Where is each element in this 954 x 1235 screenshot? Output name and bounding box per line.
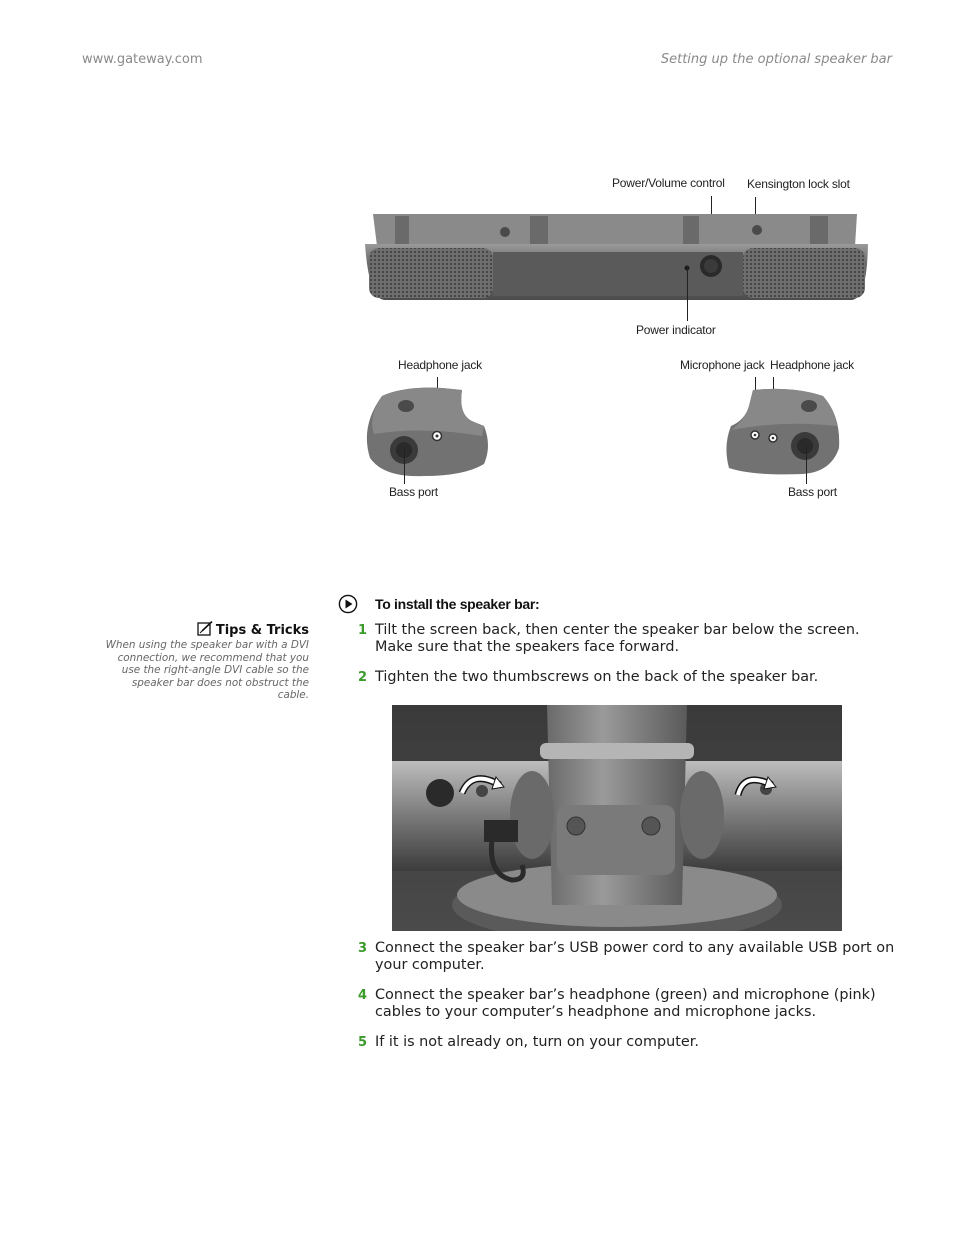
step-text: If it is not already on, turn on your computer. <box>375 1034 699 1050</box>
leader-line <box>404 448 405 484</box>
tips-title <box>100 621 309 638</box>
step-number: 4 <box>358 988 368 1003</box>
step-text: Connect the speaker bar’s headphone (green) and microphone (pink) cables to your computer’s headphone and microphone jacks. <box>375 987 876 1020</box>
tips-body: When using the speaker bar with a DVI connection, we recommend that you use the right-angle DVI cable so the speaker bar does not obstruct the cable. <box>105 639 309 702</box>
step-3 <box>358 940 898 974</box>
step-5 <box>358 1034 898 1051</box>
step-number: 5 <box>358 1035 368 1050</box>
label-kensington-lock-slot: Kensington lock slot <box>747 177 850 191</box>
speaker-bar-front-photo <box>365 214 868 302</box>
step-text: Tighten the two thumbscrews on the back of the speaker bar. <box>375 669 819 685</box>
procedure-title: To install the speaker bar: <box>375 596 540 612</box>
label-power-volume-control: Power/Volume control <box>612 176 725 190</box>
leader-line <box>806 446 807 484</box>
speaker-bar-back-photo <box>392 705 842 931</box>
note-pencil-icon <box>197 621 214 636</box>
step-number: 3 <box>358 941 368 956</box>
header-section-title: Setting up the optional speaker bar <box>660 52 892 67</box>
step-text: Connect the speaker bar’s USB power cord to any available USB port on your computer. <box>375 940 895 973</box>
header-website: www.gateway.com <box>82 52 203 67</box>
label-power-indicator: Power indicator <box>636 323 716 337</box>
tips-and-tricks <box>100 621 309 702</box>
leader-line <box>687 266 688 321</box>
step-1 <box>358 622 898 656</box>
label-left-headphone-jack: Headphone jack <box>398 358 482 372</box>
label-right-bass-port: Bass port <box>788 485 837 499</box>
play-circle-icon <box>338 594 358 614</box>
step-4 <box>358 987 898 1021</box>
step-number: 1 <box>358 623 368 638</box>
speaker-left-end-photo <box>364 386 492 480</box>
step-2 <box>358 669 898 686</box>
label-microphone-jack: Microphone jack <box>680 358 765 372</box>
speaker-right-end-photo <box>723 386 843 480</box>
step-text: Tilt the screen back, then center the speaker bar below the screen. Make sure that the speakers face forward. <box>375 622 860 655</box>
label-right-headphone-jack: Headphone jack <box>770 358 854 372</box>
label-left-bass-port: Bass port <box>389 485 438 499</box>
tips-title-text: Tips & Tricks <box>215 623 309 638</box>
step-number: 2 <box>358 670 368 685</box>
